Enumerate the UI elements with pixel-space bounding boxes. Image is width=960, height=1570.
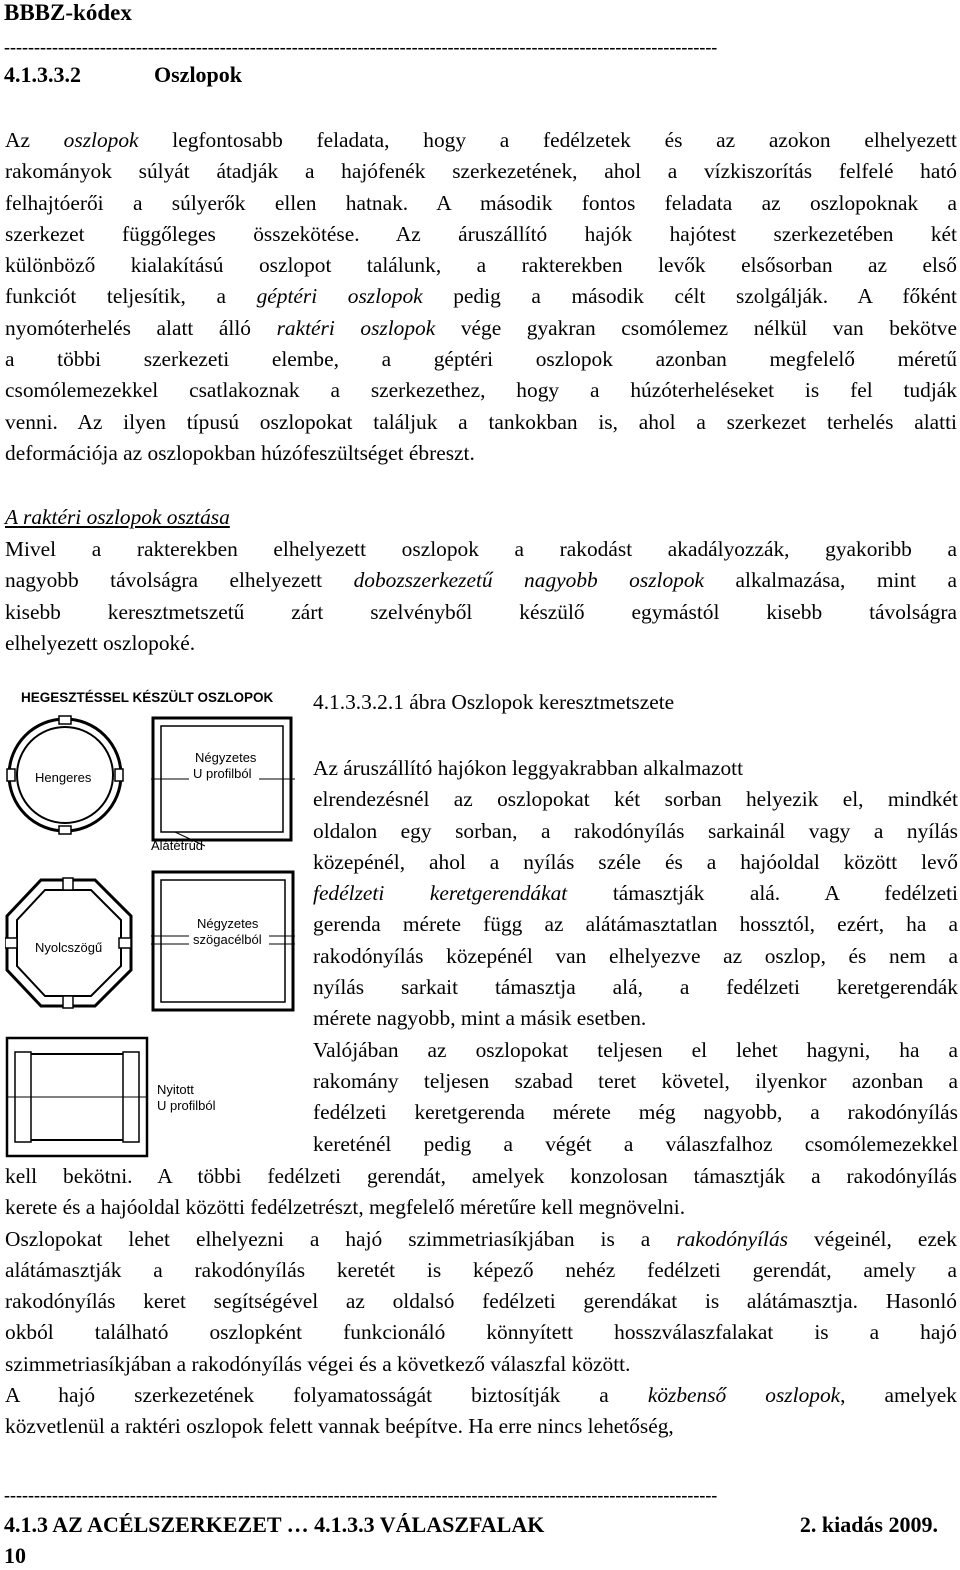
paragraph-intro: Az oszlopok legfontosabb feladata, hogy a fedélzetek és az azokon elhelyezett rakományok súlyát átadják a hajófenék szerkezetének, ahol a vízkiszorítás felfelé ható felhajtóerői a súlyerők ellen hatnak. A második fontos feladata az oszlopoknak a szerkezet függőleges összekötése. Az áruszállító hajók hajótest szerkezetében két különböző kialakítású oszlopot találunk, a rakterekben levők elsősorban az első funkciót teljesítik, a géptéri oszlopok pedig a második célt szolgálják. A főként nyomóterhelés alatt álló raktéri oszlopok vége gyakran csomólemez nélkül van bekötve a többi szerkezeti elembe, a géptéri oszlopok azonban megfelelő méretű csomólemezekkel csatlakoznak a szerkezethez, hogy a húzóterheléseket is fel tudják venni. Az ilyen típusú oszlopokat találjuk a tankokban is, ahol a szerkezet terhelés alatti deformációja az oszlopokban húzófeszültséget ébreszt. [5,128,957,465]
footer-rule: ----------------------------------------------------------------------------------------------------------------------- [4,1486,718,1504]
label-hengeres: Hengeres [35,770,92,785]
section-number: 4.1.3.3.2 [4,62,81,87]
document-header-title: BBBZ-kódex [4,0,132,25]
label-negyzetes-sz-1: Négyzetes [197,916,259,931]
open-u-profile-diagram [7,1038,147,1156]
label-alatetrud: Alátétrúd [151,838,204,853]
figure-column-cross-sections [5,682,297,1166]
label-negyzetes-u-1: Négyzetes [195,750,257,765]
label-nyitott-2: U profilból [157,1098,216,1113]
section-title: Oszlopok [154,62,243,87]
subheading: A raktéri oszlopok osztása [5,505,230,529]
header-rule: ----------------------------------------------------------------------------------------------------------------------- [4,38,718,56]
section-heading [4,62,242,88]
label-negyzetes-sz-2: szögacélból [193,932,262,947]
footer-chapter: 4.1.3 AZ ACÉLSZERKEZET … 4.1.3.3 VÁLASZFALAK [4,1512,545,1537]
label-nyolcszogu: Nyolcszögű [35,940,103,955]
footer-edition: 2. kiadás 2009. [799,1512,938,1537]
paragraph-column-spacing: Mivel a rakterekben elhelyezett oszlopok a rakodást akadályozzák, gyakoribb a nagyobb távolságra elhelyezett dobozszerkezetű nagyobb oszlopok alkalmazása, mint a kisebb keresztmetszetű zárt szelvényből készülő egymástól kisebb távolságra elhelyezett oszlopoké. [5,537,957,655]
figure-title: HEGESZTÉSSEL KÉSZÜLT OSZLOPOK [21,690,274,705]
figure-caption: 4.1.3.3.2.1 ábra Oszlopok keresztmetszete [313,690,675,714]
paragraph-right-column: Az áruszállító hajókon leggyakrabban alkalmazott elrendezésnél az oszlopokat két sorban helyezik el, mindkét oldalon egy sorban, a rakodónyílás sarkainál vagy a nyílás közepénél, ahol a nyílás széle és a hajóoldal között levő fedélzeti keretgerendákat támasztják alá. A fedélzeti gerenda mérete függ az alátámasztatlan hossztól, ezért, ha a rakodónyílás közepénél van elhelyezve az oszlop, és nem a nyílás sarkait támasztja alá, a fedélzeti keretgerendák mérete nagyobb, mint a másik esetben. Valójában az oszlopokat teljesen el lehet hagyni, ha a rakomány teljesen szabad teret követel, ilyenkor azonban a fedélzeti keretgerenda mérete még nagyobb, a rakodónyílás kereténél pedig a végét a válaszfalhoz csomólemezekkel [313,756,958,1156]
page-footer [4,1512,956,1538]
page-number: 10 [4,1543,26,1568]
label-nyitott-1: Nyitott [157,1082,194,1097]
label-negyzetes-u-2: U profilból [193,766,252,781]
paragraph-continued: kell bekötni. A többi fedélzeti gerendát, amelyek konzolosan támasztják a rakodónyílás kerete és a hajóoldal közötti fedélzetrészt, megfelelő méretűre kell megnövelni. Oszlopokat lehet elhelyezni a hajó szimmetriasíkjában is a rakodónyílás végeinél, ezek alátámasztják a rakodónyílás keretét is képező nehéz fedélzeti gerendát, amely a rakodónyílás keret segítségével az oldalsó fedélzeti gerendákat is alátámasztja. Hasonló okból található oszlopként funkcionáló könnyített hosszválaszfalakat is a hajó szimmetriasíkjában a rakodónyílás végei és a következő válaszfal között. A hajó szerkezetének folyamatosságát biztosítják a közbenső oszlopok, amelyek közvetlenül a raktéri oszlopok felett vannak beépítve. Ha erre nincs lehetőség, [5,1164,957,1439]
